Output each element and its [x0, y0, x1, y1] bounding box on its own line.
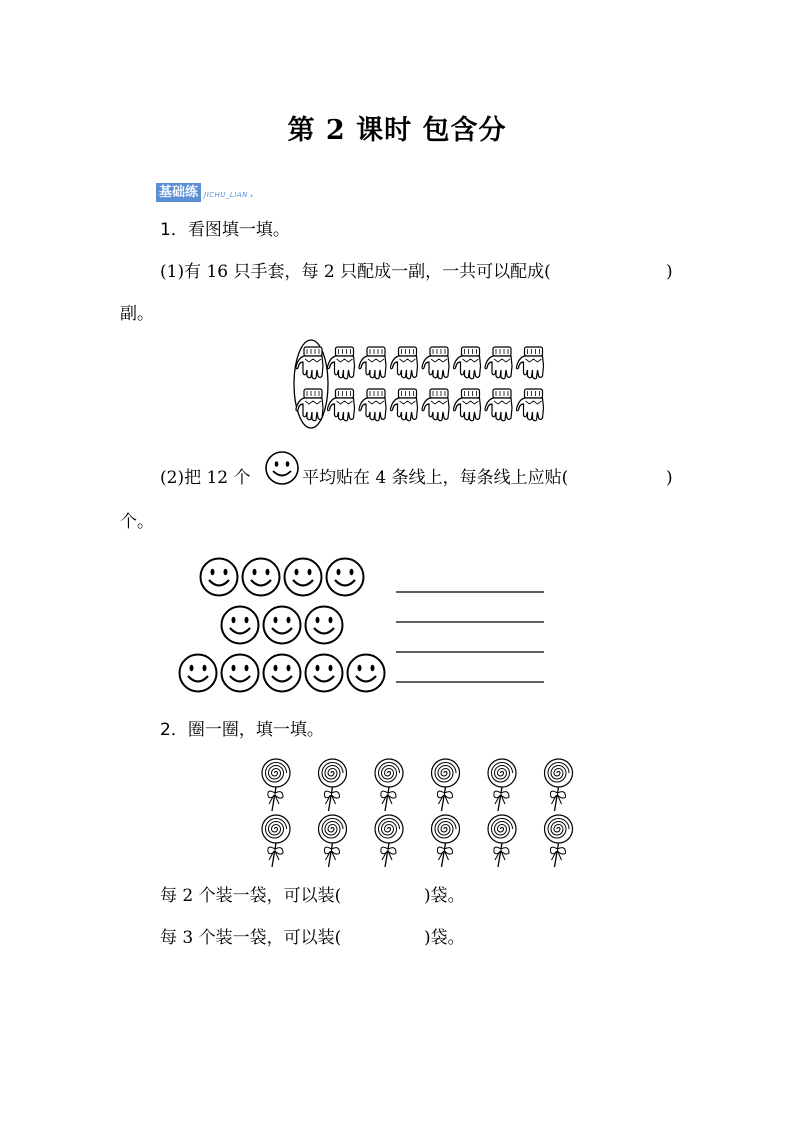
- section-badge-label: 基础练: [156, 183, 201, 202]
- question-1-heading: 1．看图填一填。: [160, 220, 290, 240]
- smiley-face-icon: [222, 607, 259, 644]
- lollipop-icon: [375, 815, 403, 867]
- q1-part1-text: (1)有 16 只手套，每 2 只配成一副，一共可以配成(: [160, 262, 551, 282]
- smiley-face-icon: [201, 559, 238, 596]
- glove-icon: [485, 389, 512, 421]
- gloves-figure: [289, 338, 551, 430]
- smiley-face-icon: [222, 655, 259, 692]
- question-2-heading: 2．圈一圈，填一填。: [160, 720, 324, 740]
- lollipop-icon: [262, 815, 290, 867]
- smiley-face-icon: [348, 655, 385, 692]
- q1-part2-text-cont: 个。: [120, 512, 154, 532]
- glove-icon: [391, 347, 418, 379]
- q1-part1-close-paren: ): [666, 262, 673, 282]
- smiley-face-icon: [327, 559, 364, 596]
- lollipop-icon: [375, 759, 403, 811]
- glove-icon: [328, 347, 355, 379]
- smiley-face-icon: [264, 655, 301, 692]
- glove-icon: [328, 389, 355, 421]
- glove-icon: [391, 389, 418, 421]
- section-badge-sub: JICHU_LIAN: [204, 191, 248, 199]
- smiley-face-icon: [180, 655, 217, 692]
- lollipop-icon: [432, 759, 460, 811]
- q2-fill-1-text-b: )袋。: [424, 886, 465, 906]
- smiley-face-icon: [243, 559, 280, 596]
- lollipop-icon: [545, 815, 573, 867]
- q2-fill-2-text-b: )袋。: [424, 928, 465, 948]
- glove-icon: [422, 347, 449, 379]
- glove-icon: [454, 347, 481, 379]
- q2-fill-1-text-a: 每 2 个装一袋，可以装(: [160, 886, 342, 906]
- smiley-face-icon: [264, 607, 301, 644]
- smiley-face-icon: [264, 450, 300, 486]
- q1-part2-close-paren: ): [666, 468, 673, 488]
- answer-lines: [396, 588, 548, 688]
- q1-part2-text-b: 平均贴在 4 条线上，每条线上应贴(: [302, 468, 569, 488]
- glove-icon: [296, 389, 323, 421]
- lollipop-icon: [432, 815, 460, 867]
- glove-icon: [485, 347, 512, 379]
- q1-part1-text-cont: 副。: [120, 304, 154, 324]
- section-badge: [156, 182, 254, 202]
- smiley-face-icon: [285, 559, 322, 596]
- glove-icon: [517, 389, 544, 421]
- glove-icon: [517, 347, 544, 379]
- q2-fill-2-text-a: 每 3 个装一袋，可以装(: [160, 928, 342, 948]
- glove-icon: [454, 389, 481, 421]
- lollipop-icon: [545, 759, 573, 811]
- glove-icon: [359, 389, 386, 421]
- glove-icon: [359, 347, 386, 379]
- section-badge-mark: ,: [249, 185, 254, 199]
- smiley-face-icon: [306, 655, 343, 692]
- lollipop-icon: [262, 759, 290, 811]
- lollipop-icon: [488, 759, 516, 811]
- smiley-face-icon: [306, 607, 343, 644]
- glove-icon: [422, 389, 449, 421]
- lollipops-figure: [258, 756, 578, 868]
- page-title: 第 2 课时 包含分: [287, 115, 507, 146]
- q1-part2-text-a: (2)把 12 个: [160, 468, 251, 488]
- smiley-faces-figure: [176, 555, 388, 699]
- lollipop-icon: [319, 815, 347, 867]
- lollipop-icon: [319, 759, 347, 811]
- lollipop-icon: [488, 815, 516, 867]
